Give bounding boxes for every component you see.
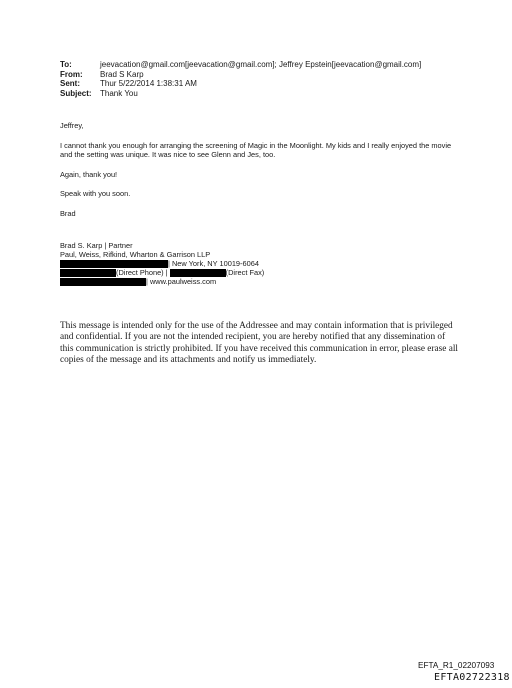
signature-phone-fax [60, 268, 264, 277]
confidentiality-disclaimer: This message is intended only for the use of the Addressee and may contain information that is privileged and confidential. If you are not the intended recipient, you are hereby notified that any dissemination of this communication is strictly prohibited. If you have received this communication in error, please erase all copies of the message and its attachments and notify us immediately. [60, 321, 458, 366]
sent-row [60, 79, 421, 89]
email-headers [60, 60, 421, 98]
direct-phone: (Direct Phone) | [116, 268, 168, 277]
bates-stamp: EFTA02722318 [434, 672, 510, 683]
redaction-bar [60, 260, 168, 268]
subject-value: Thank You [100, 88, 138, 98]
subject-row [60, 89, 421, 99]
from-label: From: [60, 69, 83, 79]
to-label: To: [60, 60, 72, 69]
redaction-bar [60, 278, 146, 286]
redaction-bar [170, 269, 226, 277]
signature-block [60, 241, 264, 286]
signature-firm: Paul, Weiss, Rifkind, Wharton & Garrison LLP [60, 250, 211, 259]
closing: Brad [60, 208, 76, 218]
greeting: Jeffrey, [60, 121, 84, 130]
direct-fax: (Direct Fax) [225, 268, 265, 277]
signature-website [60, 277, 264, 286]
sent-label: Sent: [60, 79, 80, 88]
address-suffix: | New York, NY 10019-6064 [168, 259, 259, 268]
email-body [60, 121, 460, 218]
bates-stamp-r1: EFTA_R1_02207093 [418, 661, 495, 670]
subject-label: Subject: [60, 88, 92, 98]
redaction-bar [60, 269, 116, 277]
to-row [60, 60, 421, 70]
signature-address [60, 259, 264, 268]
signature-name: Brad S. Karp | Partner [60, 241, 133, 250]
sent-value: Thur 5/22/2014 1:38:31 AM [100, 79, 197, 88]
body-paragraph-2: Again, thank you! [60, 169, 118, 179]
body-paragraph-3: Speak with you soon. [60, 189, 131, 198]
to-value: jeevacation@gmail.com[jeevacation@gmail.com]; Jeffrey Epstein[jeevacation@gmail.com] [100, 60, 422, 69]
website: | www.paulweiss.com [146, 277, 217, 286]
from-value: Brad S Karp [100, 69, 144, 79]
body-paragraph-1: I cannot thank you enough for arranging the screening of Magic in the Moonlight. My kids and I really enjoyed the movie and the setting was unique. It was nice to see Glenn and Jes, too. [60, 140, 452, 159]
from-row [60, 70, 421, 80]
